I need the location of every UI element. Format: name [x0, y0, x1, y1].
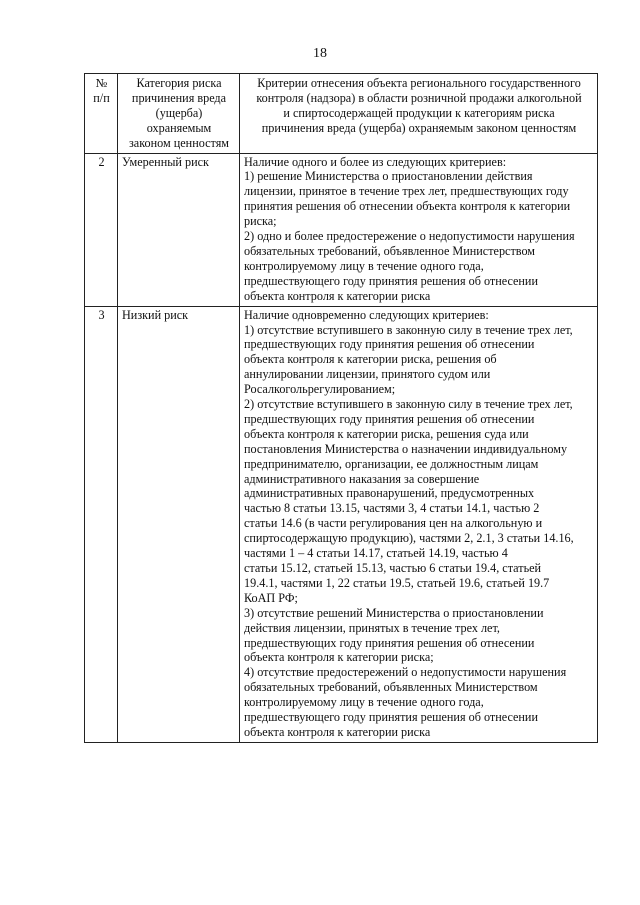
- table-row: [85, 306, 598, 742]
- row-criteria: [240, 153, 598, 306]
- criteria-line: 2) одно и более предостережение о недопустимости нарушения: [244, 229, 575, 244]
- page-number: 18: [313, 46, 327, 61]
- criteria-line: частью 8 статьи 13.15, частями 3, 4 статьи 14.1, частью 2: [244, 501, 540, 516]
- criteria-line: объекта контроля к категории риска: [244, 724, 431, 739]
- criteria-line: предшествующих году принятия решения об отнесении: [244, 635, 535, 650]
- table-header-row: [85, 74, 598, 154]
- criteria-line: 3) отсутствие решений Министерства о приостановлении: [244, 605, 544, 620]
- header-line: Критерии отнесения объекта регионального государственного: [257, 76, 581, 90]
- table-row: [85, 153, 598, 306]
- criteria-line: статьи 14.6 (в части регулирования цен на алкогольную и: [244, 516, 543, 531]
- criteria-line: статьи 15.12, статьей 15.13, частью 6 статьи 19.4, статьей: [244, 561, 542, 575]
- criteria-line: КоАП РФ;: [244, 590, 298, 605]
- risk-criteria-table: [84, 73, 598, 743]
- criteria-line: лицензии, принятое в течение трех лет, предшествующих году: [244, 184, 569, 199]
- row-category: Умеренный риск: [118, 153, 240, 306]
- criteria-line: обязательных требований, объявленных Министерством: [244, 680, 538, 695]
- criteria-line: предпринимателю, организации, ее должностным лицам: [244, 456, 539, 471]
- header-line: причинения вреда: [131, 90, 227, 105]
- header-line: законом ценностям: [128, 135, 230, 150]
- criteria-line: действия лицензии, принятых в течение трех лет,: [244, 620, 500, 635]
- header-number: [85, 74, 118, 154]
- row-category: Низкий риск: [118, 306, 240, 742]
- criteria-line: контролируемому лицу в течение одного года,: [244, 695, 484, 710]
- criteria-line: предшествующих году принятия решения об отнесении: [244, 337, 535, 352]
- header-line: Категория риска: [136, 76, 222, 90]
- criteria-line: 2) отсутствие вступившего в законную силу в течение трех лет,: [244, 397, 573, 412]
- criteria-line: постановления Министерства о назначении индивидуальному: [244, 441, 568, 456]
- header-category: [118, 74, 240, 154]
- criteria-line: административного наказания за совершение: [244, 471, 480, 486]
- criteria-line: объекта контроля к категории риска: [244, 288, 431, 303]
- criteria-line: предшествующего году принятия решения об отнесении: [244, 710, 538, 725]
- criteria-line: 19.4.1, частями 1, 22 статьи 19.5, статьей 19.6, статьей 19.7: [244, 575, 550, 590]
- row-number: 2: [85, 153, 118, 306]
- criteria-line: предшествующего году принятия решения об отнесении: [244, 273, 538, 288]
- criteria-line: объекта контроля к категории риска;: [244, 650, 434, 665]
- criteria-line: принятия решения об отнесении объекта контроля к категории: [244, 199, 571, 214]
- header-line: и спиртосодержащей продукции к категориям риска: [283, 105, 555, 120]
- header-line: (ущерба): [155, 105, 203, 120]
- criteria-line: контролируемому лицу в течение одного года,: [244, 258, 484, 273]
- criteria-line: риска;: [244, 214, 277, 229]
- criteria-line: частями 1 – 4 статьи 14.17, статьей 14.19, частью 4: [244, 546, 508, 561]
- row-criteria: [240, 306, 598, 742]
- header-line: №: [95, 76, 108, 90]
- criteria-line: объекта контроля к категории риска, решения об: [244, 352, 497, 367]
- criteria-line: Росалкогольрегулированием;: [244, 382, 396, 397]
- header-line: контроля (надзора) в области розничной продажи алкогольной: [256, 90, 582, 105]
- criteria-line: административных правонарушений, предусмотренных: [244, 486, 535, 501]
- criteria-line: обязательных требований, объявленное Министерством: [244, 243, 536, 258]
- criteria-line: объекта контроля к категории риска, решения суда или: [244, 426, 529, 441]
- header-line: охраняемым: [146, 120, 212, 135]
- header-criteria: [240, 74, 598, 154]
- row-number: 3: [85, 306, 118, 742]
- criteria-line: 1) решение Министерства о приостановлении действия: [244, 169, 533, 184]
- criteria-line: предшествующих году принятия решения об отнесении: [244, 411, 535, 426]
- criteria-line: Наличие одного и более из следующих критериев:: [244, 154, 507, 169]
- criteria-line: 1) отсутствие вступившего в законную силу в течение трех лет,: [244, 322, 573, 337]
- header-line: п/п: [93, 90, 110, 105]
- criteria-line: спиртосодержащую продукцию), частями 2, 2.1, 3 статьи 14.16,: [244, 531, 574, 546]
- criteria-line: Наличие одновременно следующих критериев:: [244, 307, 489, 322]
- criteria-line: 4) отсутствие предостережений о недопустимости нарушения: [244, 665, 567, 680]
- criteria-line: аннулировании лицензии, принятого судом или: [244, 367, 491, 382]
- header-line: причинения вреда (ущерба) охраняемым законом ценностям: [261, 120, 577, 135]
